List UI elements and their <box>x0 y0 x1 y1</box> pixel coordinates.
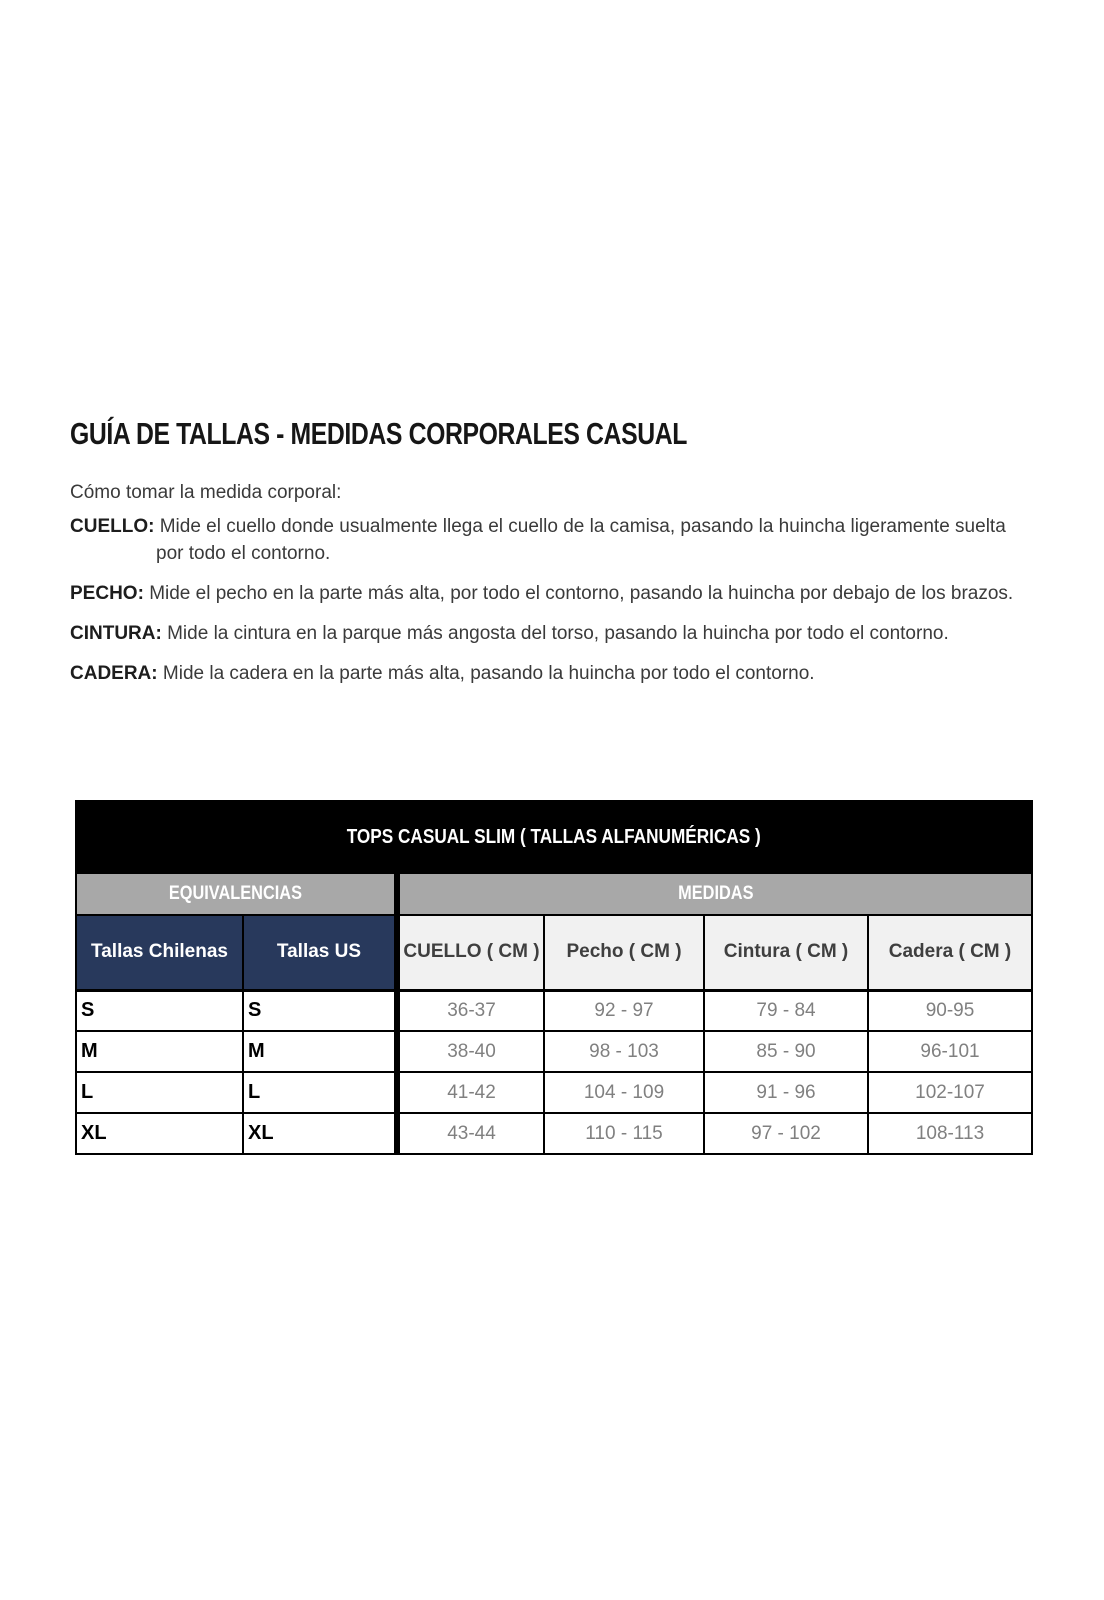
table-group-header-row <box>76 873 1032 915</box>
page-title <box>70 416 1080 452</box>
cadera-cell: 102-107 <box>868 1072 1032 1113</box>
instruction-line <box>70 580 1080 607</box>
group-header-equivalencias <box>76 873 397 915</box>
pecho-cell: 98 - 103 <box>544 1031 704 1072</box>
document-body <box>70 416 1080 687</box>
instruction-line <box>70 660 1080 687</box>
instruction-text: Mide la cadera en la parte más alta, pasando la huincha por todo el contorno. <box>162 663 815 684</box>
instruction-cuello <box>70 513 1080 567</box>
cadera-cell: 96-101 <box>868 1031 1032 1072</box>
page-title-text: GUÍA DE TALLAS - MEDIDAS CORPORALES CASUAL <box>70 416 687 451</box>
instruction-line <box>70 513 1080 540</box>
cintura-cell: 85 - 90 <box>704 1031 868 1072</box>
cuello-cell: 43-44 <box>397 1113 544 1154</box>
instruction-text: Mide la cintura en la parque más angosta del torso, pasando la huincha por todo el contorno. <box>167 623 949 644</box>
table-title-cell <box>76 801 1032 873</box>
instruction-pecho <box>70 580 1080 607</box>
table-row-xl <box>76 1113 1032 1154</box>
group-header-medidas <box>397 873 1032 915</box>
talla-chilena-cell: L <box>76 1072 243 1113</box>
instruction-text: Mide el cuello donde usualmente llega el cuello de la camisa, pasando la huincha ligeramente suelta <box>159 516 1006 537</box>
table-row-m <box>76 1031 1032 1072</box>
talla-chilena-cell: M <box>76 1031 243 1072</box>
talla-chilena-cell: XL <box>76 1113 243 1154</box>
cintura-cell: 79 - 84 <box>704 990 868 1031</box>
group-header-equivalencias-label: EQUIVALENCIAS <box>168 883 303 904</box>
cintura-cell: 97 - 102 <box>704 1113 868 1154</box>
table-row-l <box>76 1072 1032 1113</box>
cuello-cell: 41-42 <box>397 1072 544 1113</box>
talla-us-cell: XL <box>243 1113 397 1154</box>
table-title: TOPS CASUAL SLIM ( TALLAS ALFANUMÉRICAS ) <box>346 825 762 848</box>
group-header-medidas-label: MEDIDAS <box>677 883 754 904</box>
column-header-cintura: Cintura ( CM ) <box>704 915 868 990</box>
instruction-cadera <box>70 660 1080 687</box>
instruction-term: PECHO: <box>70 583 144 604</box>
instruction-text-continued: por todo el contorno. <box>156 543 331 564</box>
talla-us-cell: M <box>243 1031 397 1072</box>
intro-text: Cómo tomar la medida corporal: <box>70 482 342 503</box>
cintura-cell: 91 - 96 <box>704 1072 868 1113</box>
table-row-s <box>76 990 1032 1031</box>
column-header-cadera: Cadera ( CM ) <box>868 915 1032 990</box>
size-table <box>75 800 1033 1155</box>
pecho-cell: 92 - 97 <box>544 990 704 1031</box>
cadera-cell: 108-113 <box>868 1113 1032 1154</box>
column-header-pecho: Pecho ( CM ) <box>544 915 704 990</box>
column-header-tallas-us: Tallas US <box>243 915 397 990</box>
talla-chilena-cell: S <box>76 990 243 1031</box>
table-title-row <box>76 801 1032 873</box>
talla-us-cell: S <box>243 990 397 1031</box>
talla-us-cell: L <box>243 1072 397 1113</box>
cuello-cell: 36-37 <box>397 990 544 1031</box>
instruction-line <box>70 620 1080 647</box>
pecho-cell: 110 - 115 <box>544 1113 704 1154</box>
instruction-text: Mide el pecho en la parte más alta, por todo el contorno, pasando la huincha por debajo de los brazos. <box>149 583 1014 604</box>
column-header-cuello: CUELLO ( CM ) <box>397 915 544 990</box>
instruction-term: CADERA: <box>70 663 158 684</box>
instruction-term: CINTURA: <box>70 623 162 644</box>
column-header-tallas-chilenas: Tallas Chilenas <box>76 915 243 990</box>
cadera-cell: 90-95 <box>868 990 1032 1031</box>
instruction-cintura <box>70 620 1080 647</box>
cuello-cell: 38-40 <box>397 1031 544 1072</box>
pecho-cell: 104 - 109 <box>544 1072 704 1113</box>
instruction-term: CUELLO: <box>70 516 155 537</box>
table-column-header-row <box>76 915 1032 990</box>
